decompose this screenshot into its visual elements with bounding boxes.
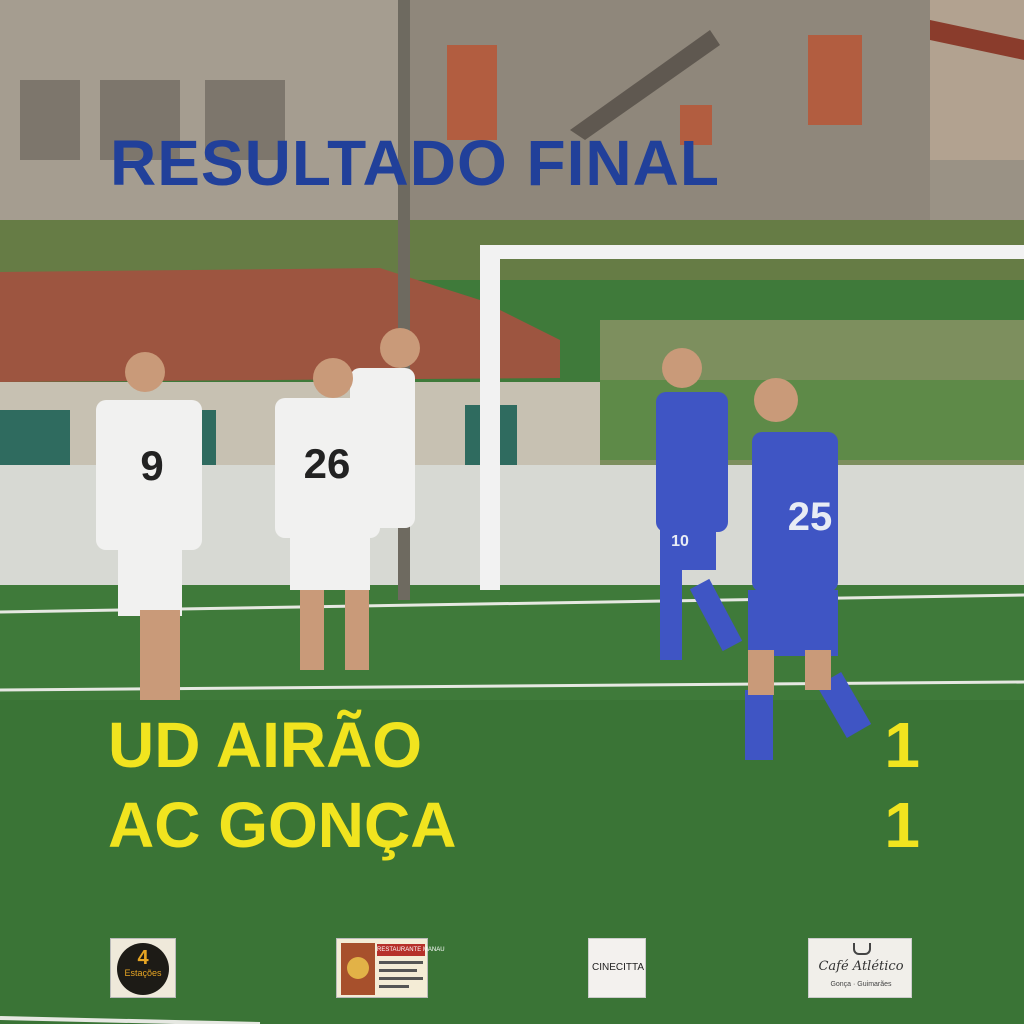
manau-food-icon xyxy=(341,943,375,995)
svg-text:26: 26 xyxy=(303,440,351,487)
manau-text-line xyxy=(379,969,417,972)
cafe-atletico-name: Café Atlético xyxy=(818,959,904,974)
sponsor-restaurante-manau-logo xyxy=(336,938,445,998)
away-team-score: 1 xyxy=(884,789,920,861)
manau-header: RESTAURANTE MANAU xyxy=(377,944,425,956)
svg-text:10: 10 xyxy=(671,533,689,550)
coffee-cup-icon xyxy=(853,943,871,955)
result-title: RESULTADO FINAL xyxy=(110,127,720,199)
manau-text-line xyxy=(379,961,423,964)
estacoes-number: 4 xyxy=(137,947,149,969)
home-team-name: UD AIRÃO xyxy=(108,709,423,781)
sponsor-4-estacoes-logo xyxy=(110,938,176,998)
away-team-name: AC GONÇA xyxy=(108,789,457,861)
estacoes-name: Estações xyxy=(124,968,162,978)
svg-text:25: 25 xyxy=(787,495,833,539)
svg-text:9: 9 xyxy=(140,442,164,489)
sponsor-cafe-atletico-logo xyxy=(808,938,912,998)
home-team-score: 1 xyxy=(884,709,920,781)
cafe-atletico-location: Gonça · Guimarães xyxy=(830,981,892,988)
manau-text-line xyxy=(379,977,423,980)
cinecitta-name: CINECITTA xyxy=(591,962,645,973)
manau-text-line xyxy=(379,985,409,988)
sponsor-cinecitta-logo xyxy=(588,938,646,998)
